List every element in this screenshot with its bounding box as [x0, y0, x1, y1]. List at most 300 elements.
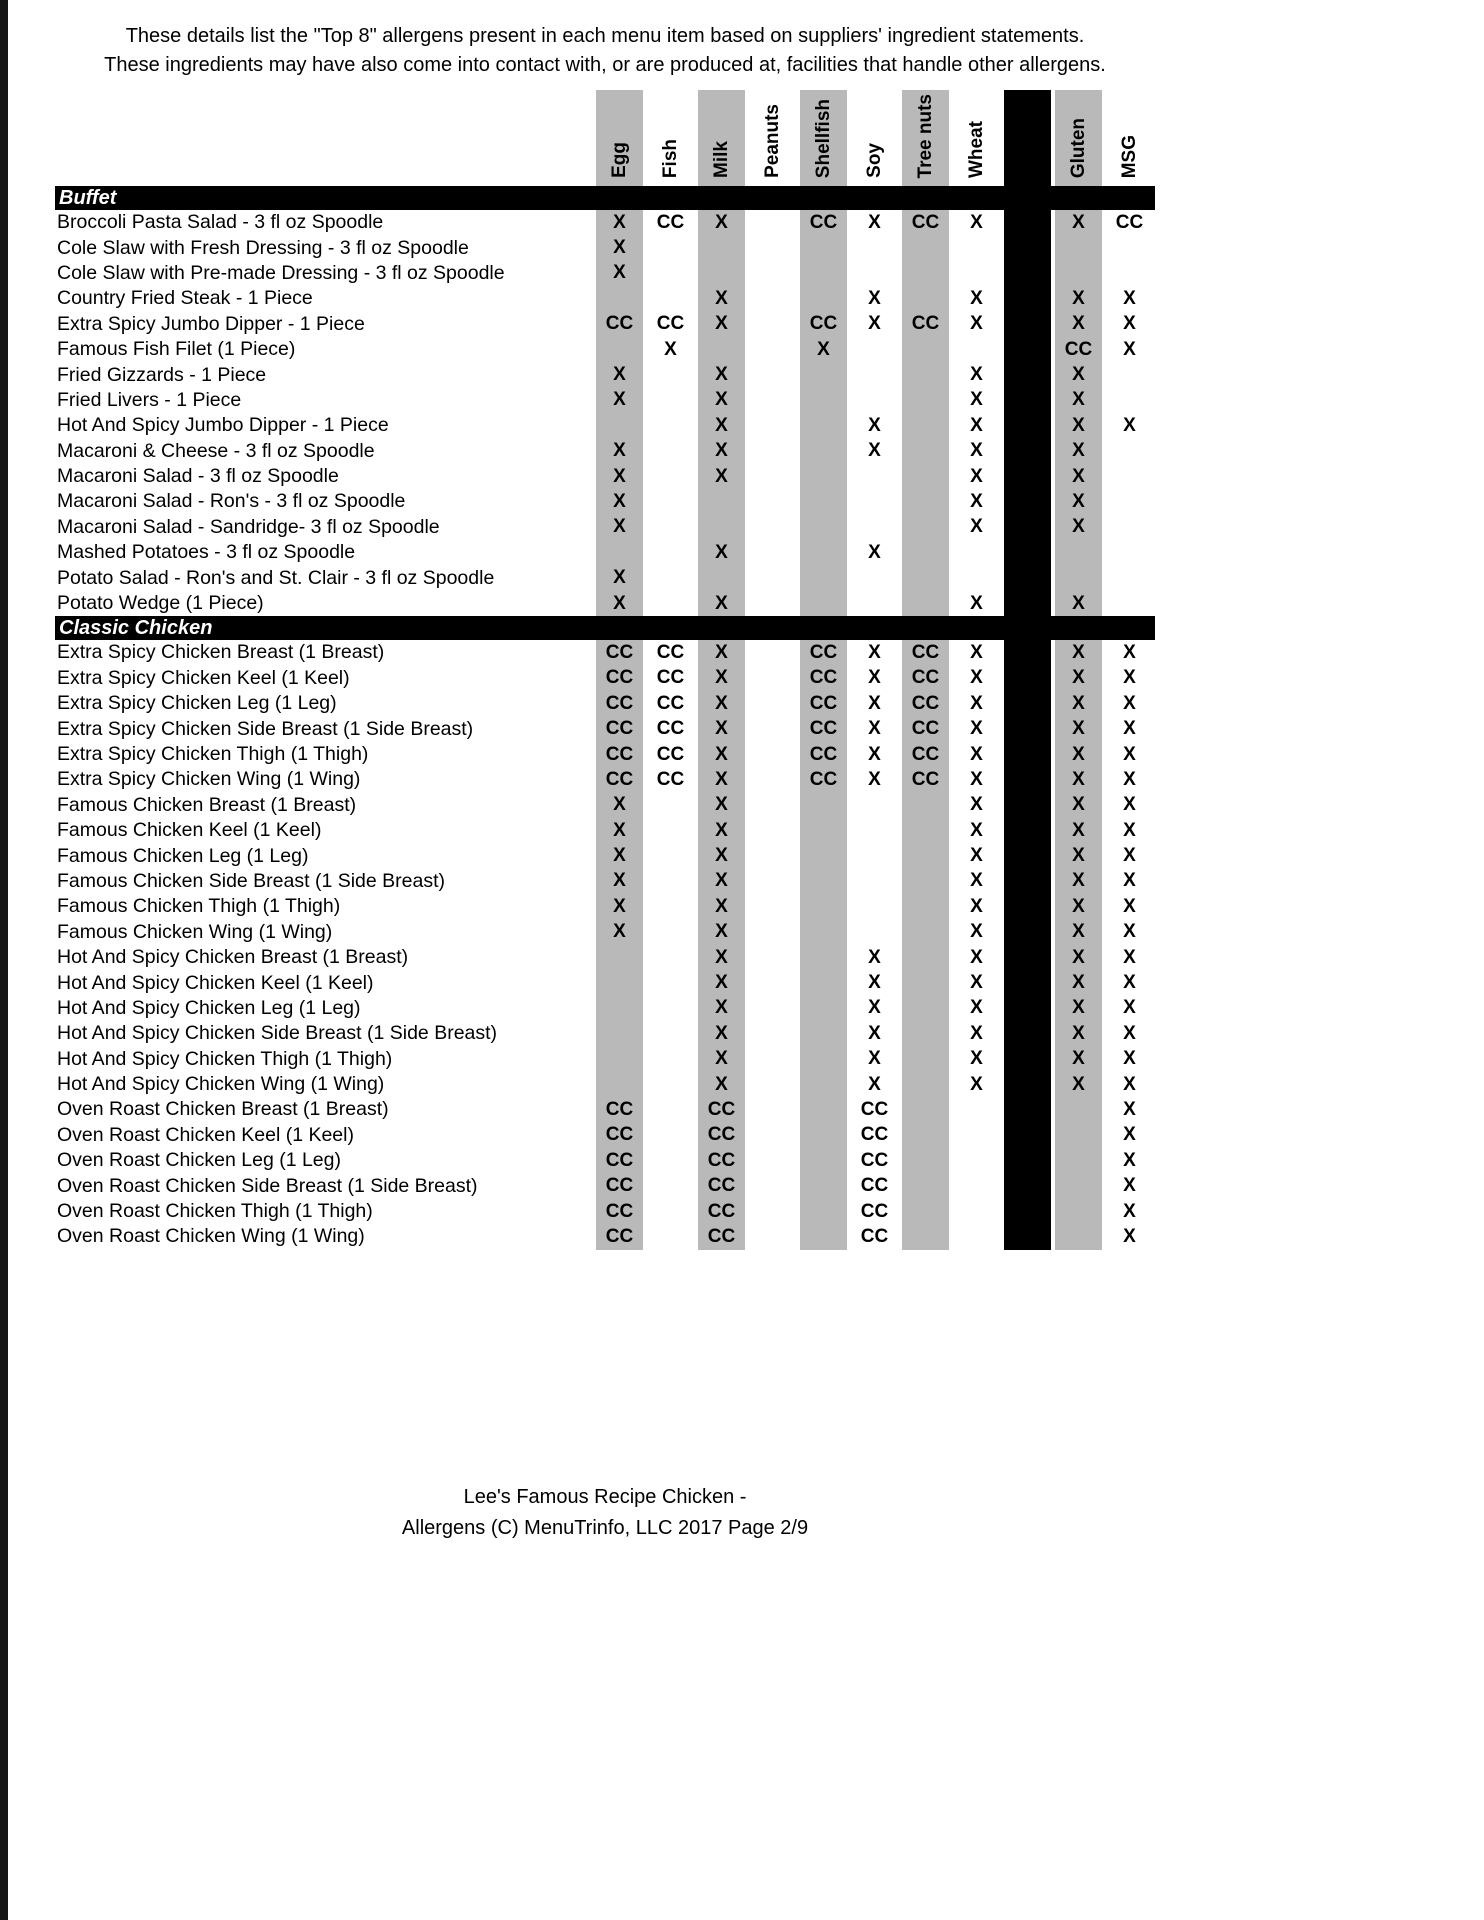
allergen-cell — [645, 843, 696, 868]
allergen-cell — [747, 843, 798, 868]
item-name-column-spacer — [55, 90, 594, 186]
allergen-mark: X — [970, 667, 983, 689]
allergen-cell — [645, 362, 696, 387]
allergen-cell — [951, 565, 1002, 590]
allergen-mark: X — [970, 364, 983, 386]
allergen-cell — [747, 312, 798, 337]
allergen-mark: X — [1053, 413, 1104, 438]
allergen-cell — [798, 362, 849, 387]
table-body — [55, 186, 1155, 1250]
allergen-mark: CC — [798, 742, 849, 767]
table-row — [55, 1021, 1155, 1046]
allergen-cell — [1002, 1021, 1053, 1046]
allergen-cell — [645, 996, 696, 1021]
allergen-cell — [747, 286, 798, 311]
item-name: Fried Gizzards - 1 Piece — [57, 363, 267, 386]
allergen-cell — [747, 261, 798, 286]
allergen-cell — [951, 337, 1002, 362]
allergen-cell — [1002, 515, 1053, 540]
intro-text — [55, 22, 1155, 80]
allergen-cell — [1104, 235, 1155, 260]
allergen-mark: X — [696, 286, 747, 311]
allergen-mark: CC — [900, 767, 951, 792]
allergen-cell — [798, 515, 849, 540]
allergen-cell — [645, 540, 696, 565]
allergen-mark: X — [1123, 972, 1136, 994]
allergen-cell — [747, 1199, 798, 1224]
allergen-cell — [747, 767, 798, 792]
allergen-cell — [747, 362, 798, 387]
table-row — [55, 464, 1155, 489]
allergen-mark: X — [696, 793, 747, 818]
allergen-cell — [1002, 235, 1053, 260]
allergen-mark: X — [696, 439, 747, 464]
allergen-cell — [951, 1097, 1002, 1122]
allergen-cell — [900, 1199, 951, 1224]
allergen-mark: X — [696, 210, 747, 235]
allergen-mark: X — [1053, 362, 1104, 387]
spacer-column-header — [1002, 90, 1053, 186]
allergen-cell — [747, 945, 798, 970]
allergen-cell — [798, 818, 849, 843]
allergen-mark: CC — [860, 1200, 889, 1222]
allergen-cell — [798, 1199, 849, 1224]
allergen-cell — [798, 793, 849, 818]
allergen-mark: X — [868, 997, 881, 1019]
allergen-cell — [900, 388, 951, 413]
allergen-cell — [1002, 691, 1053, 716]
allergen-cell — [849, 362, 900, 387]
allergen-mark: X — [696, 464, 747, 489]
allergen-cell — [900, 818, 951, 843]
allergen-cell — [747, 439, 798, 464]
allergen-cell — [645, 894, 696, 919]
allergen-cell — [1053, 1199, 1104, 1224]
table-row — [55, 413, 1155, 438]
allergen-mark: X — [1123, 921, 1136, 943]
table-row — [55, 210, 1155, 235]
allergen-cell — [747, 869, 798, 894]
allergen-mark: X — [970, 997, 983, 1019]
allergen-mark: X — [1123, 641, 1136, 663]
allergen-cell — [645, 388, 696, 413]
allergen-mark: X — [970, 516, 983, 538]
allergen-mark: X — [1123, 819, 1136, 841]
allergen-mark: CC — [900, 716, 951, 741]
table-row — [55, 818, 1155, 843]
allergen-mark: X — [970, 895, 983, 917]
allergen-mark: X — [1053, 996, 1104, 1021]
allergen-cell — [798, 945, 849, 970]
allergen-mark: X — [1053, 691, 1104, 716]
column-header-label: Gluten — [1067, 117, 1089, 178]
table-row — [55, 793, 1155, 818]
allergen-mark: CC — [696, 1199, 747, 1224]
allergen-cell — [849, 464, 900, 489]
allergen-mark: CC — [594, 767, 645, 792]
allergen-mark: CC — [900, 312, 951, 337]
allergen-cell — [645, 464, 696, 489]
allergen-mark: CC — [594, 1173, 645, 1198]
column-header-label: Shellfish — [812, 98, 834, 178]
allergen-cell — [798, 1047, 849, 1072]
item-name: Broccoli Pasta Salad - 3 fl oz Spoodle — [57, 211, 384, 234]
allergen-mark: X — [868, 1073, 881, 1095]
item-name: Extra Spicy Chicken Breast (1 Breast) — [57, 641, 385, 664]
allergen-mark: X — [1123, 1200, 1136, 1222]
allergen-mark: X — [696, 996, 747, 1021]
allergen-cell — [900, 1224, 951, 1249]
allergen-mark: X — [696, 970, 747, 995]
allergen-mark: X — [970, 794, 983, 816]
column-header-tree-nuts — [900, 90, 951, 186]
item-name: Macaroni Salad - Ron's - 3 fl oz Spoodle — [57, 490, 406, 513]
allergen-cell — [594, 286, 645, 311]
allergen-mark: X — [696, 920, 747, 945]
allergen-mark: X — [1053, 869, 1104, 894]
allergen-mark: X — [1123, 287, 1136, 309]
allergen-mark: X — [696, 388, 747, 413]
table-row — [55, 515, 1155, 540]
allergen-cell — [1002, 413, 1053, 438]
allergen-cell — [1002, 540, 1053, 565]
allergen-cell — [645, 1148, 696, 1173]
allergen-cell — [1104, 464, 1155, 489]
allergen-cell — [696, 261, 747, 286]
section-header-classic-chicken: Classic Chicken — [55, 616, 1155, 640]
allergen-cell — [1002, 970, 1053, 995]
allergen-cell — [900, 970, 951, 995]
allergen-mark: X — [1123, 946, 1136, 968]
item-name: Oven Roast Chicken Breast (1 Breast) — [57, 1098, 389, 1121]
table-row — [55, 261, 1155, 286]
item-name: Extra Spicy Chicken Leg (1 Leg) — [57, 692, 337, 715]
table-row — [55, 843, 1155, 868]
table-row — [55, 894, 1155, 919]
allergen-mark: X — [696, 640, 747, 665]
allergen-mark: X — [1123, 997, 1136, 1019]
allergen-cell — [747, 691, 798, 716]
allergen-cell — [594, 1047, 645, 1072]
allergen-cell — [747, 515, 798, 540]
allergen-cell — [849, 920, 900, 945]
allergen-cell — [798, 1173, 849, 1198]
allergen-cell — [1104, 515, 1155, 540]
allergen-cell — [1002, 337, 1053, 362]
allergen-cell — [798, 464, 849, 489]
allergen-cell — [1053, 565, 1104, 590]
allergen-cell — [594, 337, 645, 362]
allergen-cell — [1104, 362, 1155, 387]
allergen-mark: X — [594, 920, 645, 945]
allergen-cell — [900, 439, 951, 464]
allergen-cell — [1002, 591, 1053, 616]
allergen-mark: CC — [860, 1124, 889, 1146]
table-row — [55, 869, 1155, 894]
table-row — [55, 716, 1155, 741]
allergen-cell — [747, 1047, 798, 1072]
allergen-cell — [900, 286, 951, 311]
allergen-cell — [900, 1021, 951, 1046]
footer-line-1: Lee's Famous Recipe Chicken - — [463, 1486, 747, 1508]
allergen-mark: CC — [696, 1148, 747, 1173]
allergen-cell — [1002, 464, 1053, 489]
intro-line-2: These ingredients may have also come into contact with, or are produced at, facilities that handle other allergens. — [104, 54, 1106, 76]
allergen-mark: CC — [656, 313, 685, 335]
allergen-cell — [900, 793, 951, 818]
item-name: Extra Spicy Chicken Thigh (1 Thigh) — [57, 743, 369, 765]
table-row — [55, 235, 1155, 260]
allergen-mark: X — [970, 641, 983, 663]
table-row — [55, 1072, 1155, 1097]
allergen-mark: X — [1053, 716, 1104, 741]
allergen-cell — [1002, 843, 1053, 868]
allergen-mark: X — [868, 541, 881, 563]
allergen-mark: X — [1053, 1021, 1104, 1046]
table-row — [55, 439, 1155, 464]
allergen-cell — [900, 1148, 951, 1173]
item-name: Fried Livers - 1 Piece — [57, 388, 242, 411]
allergen-cell — [900, 945, 951, 970]
allergen-cell — [594, 1021, 645, 1046]
table-row — [55, 1097, 1155, 1122]
allergen-cell — [747, 920, 798, 945]
item-name: Oven Roast Chicken Wing (1 Wing) — [57, 1225, 365, 1248]
table-row — [55, 489, 1155, 514]
item-name: Famous Fish Filet (1 Piece) — [57, 338, 296, 361]
allergen-cell — [747, 1123, 798, 1148]
allergen-cell — [951, 1173, 1002, 1198]
allergen-mark: X — [594, 793, 645, 818]
allergen-mark: X — [970, 845, 983, 867]
column-header-label: Soy — [863, 143, 885, 178]
item-name: Mashed Potatoes - 3 fl oz Spoodle — [57, 541, 356, 564]
item-name: Extra Spicy Chicken Wing (1 Wing) — [57, 768, 361, 791]
allergen-mark: X — [1123, 718, 1136, 740]
item-name: Potato Salad - Ron's and St. Clair - 3 fl oz Spoodle — [57, 566, 495, 589]
allergen-mark: X — [696, 540, 747, 565]
allergen-cell — [747, 1224, 798, 1249]
allergen-mark: CC — [798, 312, 849, 337]
table-row — [55, 1123, 1155, 1148]
allergen-mark: X — [868, 313, 881, 335]
allergen-cell — [900, 464, 951, 489]
column-header-msg — [1104, 90, 1155, 186]
allergen-mark: X — [868, 946, 881, 968]
table-row — [55, 1148, 1155, 1173]
allergen-mark: CC — [798, 767, 849, 792]
allergen-mark: X — [696, 591, 747, 616]
allergen-mark: CC — [594, 716, 645, 741]
allergen-mark: X — [594, 591, 645, 616]
allergen-mark: X — [1053, 312, 1104, 337]
allergen-mark: X — [970, 440, 983, 462]
allergen-cell — [747, 1173, 798, 1198]
allergen-cell — [1002, 388, 1053, 413]
allergen-mark: CC — [696, 1097, 747, 1122]
allergen-cell — [1002, 920, 1053, 945]
allergen-mark: X — [1053, 818, 1104, 843]
allergen-cell — [900, 261, 951, 286]
table-row — [55, 286, 1155, 311]
allergen-cell — [645, 945, 696, 970]
allergen-mark: X — [1053, 439, 1104, 464]
allergen-mark: X — [1053, 640, 1104, 665]
allergen-cell — [645, 261, 696, 286]
allergen-mark: CC — [594, 666, 645, 691]
allergen-mark: X — [868, 414, 881, 436]
allergen-mark: X — [1053, 1072, 1104, 1097]
page-footer — [55, 1482, 1155, 1544]
item-name: Famous Chicken Thigh (1 Thigh) — [57, 895, 341, 918]
allergen-cell — [747, 591, 798, 616]
allergen-cell — [951, 261, 1002, 286]
allergen-cell — [798, 286, 849, 311]
allergen-mark: CC — [594, 1199, 645, 1224]
table-row — [55, 1224, 1155, 1249]
allergen-mark: X — [1053, 894, 1104, 919]
item-name: Hot And Spicy Chicken Side Breast (1 Side Breast) — [57, 1022, 498, 1045]
allergen-cell — [951, 1123, 1002, 1148]
allergen-cell — [900, 591, 951, 616]
allergen-cell — [645, 286, 696, 311]
allergen-cell — [1002, 869, 1053, 894]
allergen-cell — [645, 1199, 696, 1224]
allergen-mark: X — [1123, 1073, 1136, 1095]
allergen-mark: CC — [900, 742, 951, 767]
allergen-mark: CC — [860, 1149, 889, 1171]
allergen-mark: X — [696, 742, 747, 767]
allergen-mark: X — [1053, 464, 1104, 489]
item-name: Hot And Spicy Chicken Thigh (1 Thigh) — [57, 1047, 393, 1070]
allergen-cell — [798, 1123, 849, 1148]
allergen-mark: X — [1053, 742, 1104, 767]
allergen-cell — [951, 1224, 1002, 1249]
allergen-cell — [1053, 261, 1104, 286]
item-name: Hot And Spicy Chicken Wing (1 Wing) — [57, 1073, 385, 1096]
allergen-mark: CC — [900, 691, 951, 716]
allergen-mark: X — [594, 261, 645, 286]
allergen-cell — [849, 843, 900, 868]
allergen-cell — [900, 1072, 951, 1097]
allergen-cell — [747, 1148, 798, 1173]
allergen-cell — [645, 970, 696, 995]
allergen-cell — [747, 464, 798, 489]
allergen-cell — [645, 591, 696, 616]
allergen-mark: CC — [860, 1175, 889, 1197]
allergen-mark: X — [1053, 767, 1104, 792]
allergen-mark: CC — [1053, 337, 1104, 362]
item-name: Macaroni Salad - 3 fl oz Spoodle — [57, 465, 339, 488]
table-row — [55, 767, 1155, 792]
allergen-mark: X — [868, 1048, 881, 1070]
allergen-cell — [900, 1173, 951, 1198]
allergen-cell — [1002, 565, 1053, 590]
allergen-cell — [696, 489, 747, 514]
allergen-cell — [1002, 666, 1053, 691]
allergen-cell — [1053, 235, 1104, 260]
allergen-cell — [1002, 716, 1053, 741]
allergen-mark: X — [970, 287, 983, 309]
column-header-label: Milk — [710, 141, 732, 178]
allergen-mark: X — [1123, 692, 1136, 714]
allergen-mark: CC — [696, 1173, 747, 1198]
allergen-mark: X — [696, 716, 747, 741]
item-name: Famous Chicken Breast (1 Breast) — [57, 793, 357, 816]
item-name: Extra Spicy Chicken Side Breast (1 Side Breast) — [57, 717, 474, 740]
allergen-cell — [900, 1047, 951, 1072]
allergen-mark: CC — [594, 1224, 645, 1249]
allergen-cell — [747, 793, 798, 818]
allergen-cell — [951, 1199, 1002, 1224]
allergen-cell — [645, 1173, 696, 1198]
allergen-mark: CC — [594, 1123, 645, 1148]
allergen-cell — [747, 565, 798, 590]
item-name: Potato Wedge (1 Piece) — [57, 592, 264, 615]
allergen-mark: X — [970, 692, 983, 714]
allergen-mark: X — [696, 362, 747, 387]
item-name: Extra Spicy Chicken Keel (1 Keel) — [57, 666, 350, 689]
allergen-mark: X — [868, 440, 881, 462]
allergen-cell — [1002, 489, 1053, 514]
table-row — [55, 565, 1155, 590]
column-header-gluten — [1053, 90, 1104, 186]
allergen-mark: CC — [798, 640, 849, 665]
allergen-mark: X — [594, 894, 645, 919]
allergen-mark: X — [1123, 870, 1136, 892]
allergen-cell — [1053, 1148, 1104, 1173]
allergen-mark: X — [868, 667, 881, 689]
allergen-mark: X — [1123, 1175, 1136, 1197]
allergen-cell — [1053, 1123, 1104, 1148]
allergen-mark: CC — [696, 1123, 747, 1148]
allergen-mark: X — [696, 666, 747, 691]
allergen-cell — [1002, 1199, 1053, 1224]
allergen-mark: X — [1053, 666, 1104, 691]
allergen-mark: X — [1123, 1124, 1136, 1146]
item-name: Famous Chicken Keel (1 Keel) — [57, 819, 322, 842]
allergen-cell — [1002, 793, 1053, 818]
allergen-mark: X — [868, 641, 881, 663]
allergen-table — [55, 90, 1155, 1250]
allergen-mark: CC — [900, 666, 951, 691]
allergen-mark: X — [1053, 970, 1104, 995]
allergen-cell — [1053, 1173, 1104, 1198]
allergen-mark: X — [970, 768, 983, 790]
allergen-cell — [1002, 818, 1053, 843]
allergen-mark: X — [594, 565, 645, 590]
table-row — [55, 996, 1155, 1021]
allergen-cell — [645, 1097, 696, 1122]
allergen-cell — [849, 818, 900, 843]
allergen-cell — [1002, 996, 1053, 1021]
allergen-mark: X — [696, 312, 747, 337]
allergen-cell — [798, 235, 849, 260]
allergen-mark: X — [594, 869, 645, 894]
allergen-cell — [849, 261, 900, 286]
allergen-cell — [645, 1123, 696, 1148]
allergen-cell — [798, 439, 849, 464]
allergen-cell — [594, 945, 645, 970]
allergen-mark: X — [868, 211, 881, 233]
allergen-mark: X — [970, 592, 983, 614]
allergen-cell — [696, 515, 747, 540]
allergen-mark: X — [970, 718, 983, 740]
allergen-cell — [900, 489, 951, 514]
allergen-cell — [594, 540, 645, 565]
allergen-cell — [1002, 210, 1053, 235]
item-name: Hot And Spicy Chicken Keel (1 Keel) — [57, 971, 374, 994]
